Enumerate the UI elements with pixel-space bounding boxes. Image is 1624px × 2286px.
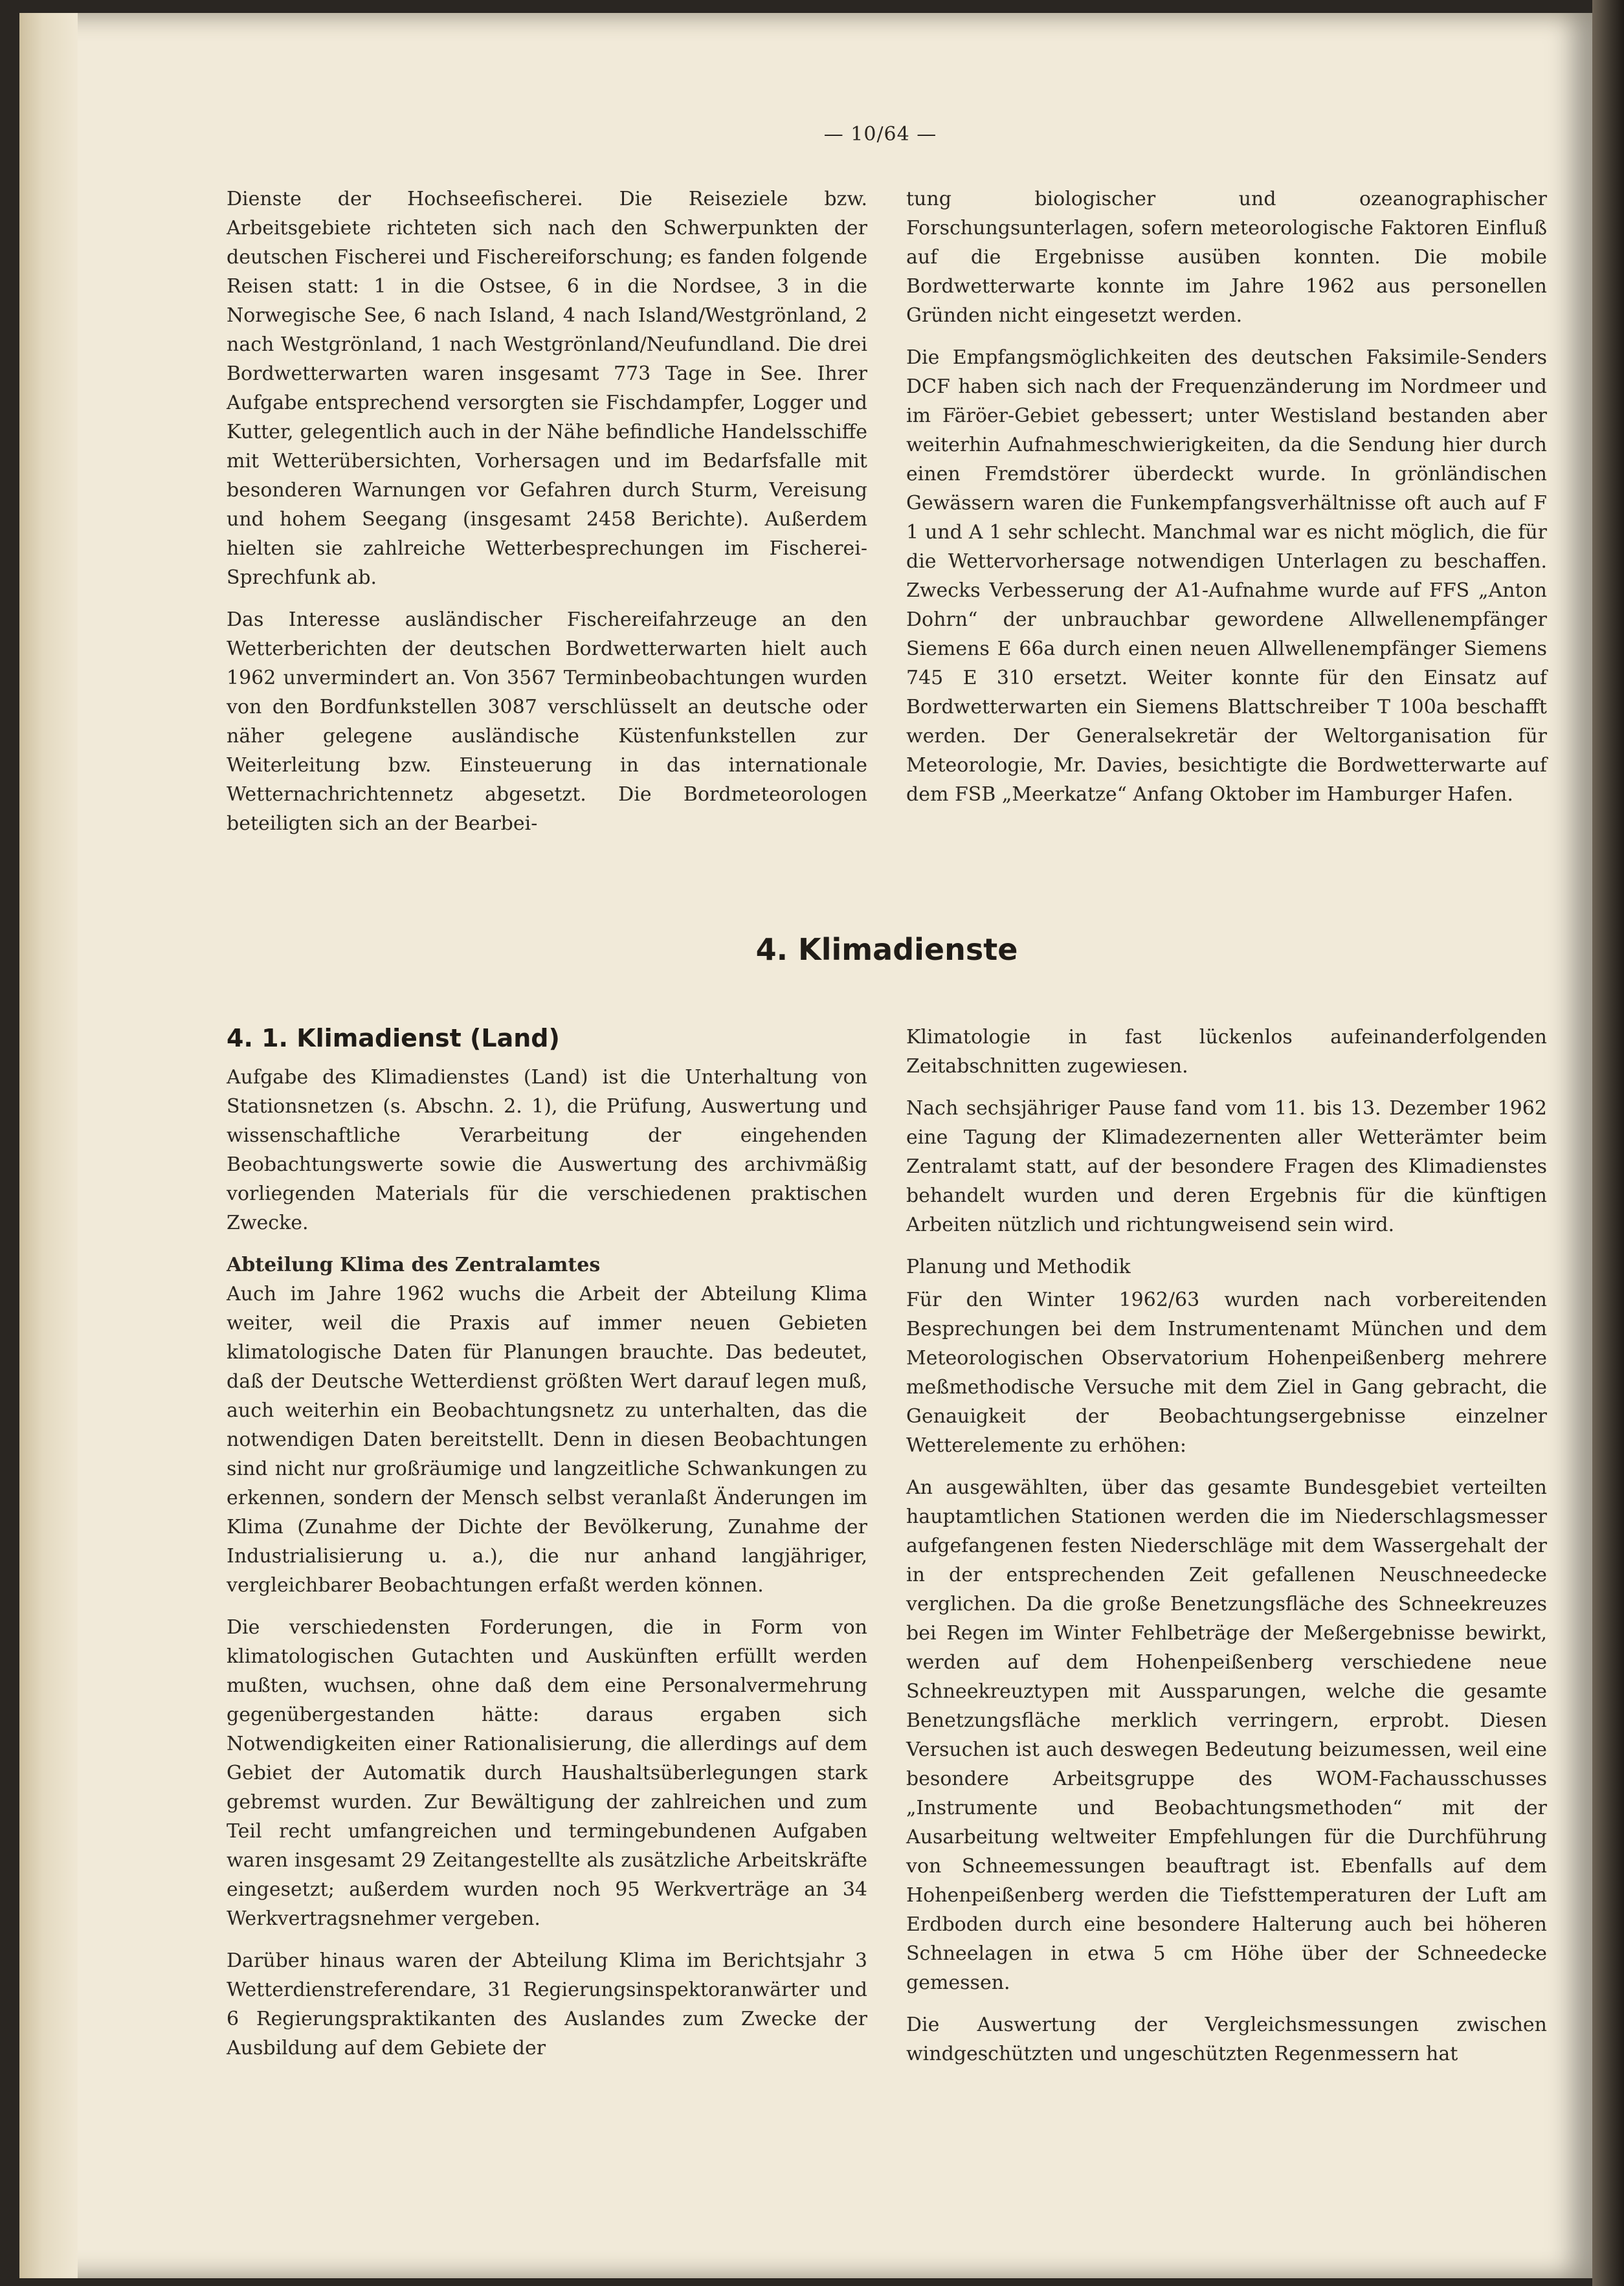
- paragraph: Das Interesse ausländischer Fischereifahrzeuge an den Wetterberichten der deutschen Bordwetterwarten hielt auch 1962 unvermindert an. Von 3567 Terminbeobachtungen wurden von den Bordfunkstellen 3087 verschlüsselt an deutsche oder näher gelegene ausländische Küstenfunkstellen zur Weiterleitung bzw. Einsteuerung in das internationale Wetternachrichtennetz abgesetzt. Die Bordmeteorologen beteiligten sich an der Bearbei-: [227, 608, 867, 835]
- paragraph: Nach sechsjähriger Pause fand vom 11. bis 13. Dezember 1962 eine Tagung der Klimadezernenten aller Wetterämter beim Zentralamt statt, auf der besondere Fragen des Klimadienstes behandelt wurden und deren Ergebnis für die künftigen Arbeiten nützlich und richtungweisend sein wird.: [906, 1097, 1547, 1236]
- paragraph: Die Empfangsmöglichkeiten des deutschen Faksimile-Senders DCF haben sich nach der Frequenzänderung im Nordmeer und im Färöer-Gebiet gebessert; unter Westisland bestanden aber weiterhin Aufnahmeschwierigkeiten, da die Sendung hier durch einen Fremdstörer überdeckt wurde. In grönländischen Gewässern waren die Funkempfangsverhältnisse oft auch auf F 1 und A 1 sehr schlecht. Manchmal war es nicht möglich, die für die Wettervorhersage notwendigen Unterlagen zu beschaffen. Zwecks Verbesserung der A1-Aufnahme wurde auf FFS „Anton Dohrn“ der unbrauchbar gewordene Allwellenempfänger Siemens E 66a durch einen neuen Allwellenempfänger Siemens 745 E 310 ersetzt. Weiter konnte für den Einsatz auf Bordwetterwarten ein Siemens Blattschreiber T 100a beschafft werden. Der Generalsekretär der Weltorganisation für Meteorologie, Mr. Davies, besichtigte die Bordwetterwarte auf dem FSB „Meerkatze“ Anfang Oktober im Hamburger Hafen.: [906, 346, 1547, 806]
- paragraph: Auch im Jahre 1962 wuchs die Arbeit der Abteilung Klima weiter, weil die Praxis auf immer neuen Gebieten klimatologische Daten für Planungen brauchte. Das bedeutet, daß der Deutsche Wetterdienst größten Wert darauf legen muß, auch weiterhin ein Beobachtungsnetz zu unterhalten, das die notwendigen Daten bereitstellt. Denn in diesen Beobachtungen sind nicht nur großräumige und langzeitliche Schwankungen zu erkennen, sondern der Mensch selbst veranlaßt Änderungen im Klima (Zunahme der Dichte der Bevölkerung, Zunahme der Industrialisierung u. a.), die nur anhand langjähriger, vergleichbarer Beobachtungen erfaßt werden können.: [227, 1283, 867, 1597]
- column-top-right: [906, 184, 1547, 822]
- paragraph: Für den Winter 1962/63 wurden nach vorbereitenden Besprechungen bei dem Instrumentenamt München und dem Meteorologischen Observatorium Hohenpeißenberg mehrere meßmethodische Versuche mit dem Ziel in Gang gebracht, die Genauigkeit der Beobachtungsergebnisse einzelner Wetterelemente zu erhöhen:: [906, 1289, 1547, 1457]
- column-top-left: [227, 184, 867, 851]
- book-spine: [1592, 0, 1624, 2286]
- paragraph: Dienste der Hochseefischerei. Die Reiseziele bzw. Arbeitsgebiete richteten sich nach den Schwerpunkten der deutschen Fischerei und Fischereiforschung; es fanden folgende Reisen statt: 1 in die Ostsee, 6 in die Nordsee, 3 in die Norwegische See, 6 nach Island, 4 nach Island/Westgrönland, 2 nach Westgrönland, 1 nach Westgrönland/Neufundland. Die drei Bordwetterwarten waren insgesamt 773 Tage in See. Ihrer Aufgabe entsprechend versorgten sie Fischdampfer, Logger und Kutter, gelegentlich auch in der Nähe befindliche Handelsschiffe mit Wetterübersichten, Vorhersagen und im Bedarfsfalle mit besonderen Warnungen vor Gefahren durch Sturm, Vereisung und hohem Seegang (insgesamt 2458 Berichte). Außerdem hielten sie zahlreiche Wetterbesprechungen im Fischerei-Sprechfunk ab.: [227, 188, 867, 589]
- paragraph: tung biologischer und ozeanographischer Forschungsunterlagen, sofern meteorologische Faktoren Einfluß auf die Ergebnisse ausüben konnten. Die mobile Bordwetterwarte konnte im Jahre 1962 aus personellen Gründen nicht eingesetzt werden.: [906, 188, 1547, 327]
- column-bottom-left: [227, 1023, 867, 2076]
- section-heading: 4. Klimadienste: [755, 932, 1018, 967]
- subsection-heading: 4. 1. Klimadienst (Land): [227, 1024, 560, 1052]
- page-binding-edge: [19, 13, 78, 2278]
- subheading-abteilung-klima: Abteilung Klima des Zentralamtes: [227, 1254, 601, 1276]
- paragraph: An ausgewählten, über das gesamte Bundesgebiet verteilten hauptamtlichen Stationen werden die im Niederschlagsmesser aufgefangenen festen Niederschläge mit dem Wassergehalt der in der entsprechenden Zeit gefallenen Neuschneedecke verglichen. Da die große Benetzungsfläche des Schneekreuzes bei Regen im Winter Fehlbeträge der Meßergebnisse bewirkt, werden auf dem Hohenpeißenberg verschiedene neue Schneekreuztypen mit Aussparungen, welche die gesamte Benetzungsfläche merklich verringern, erprobt. Diesen Versuchen ist auch deswegen Bedeutung beizumessen, weil eine besondere Arbeitsgruppe des WOM-Fachausschusses „Instrumente und Beobachtungsmethoden“ mit der Ausarbeitung weltweiter Empfehlungen für die Durchführung von Schneemessungen beauftragt ist. Ebenfalls auf dem Hohenpeißenberg werden die Tiefsttemperaturen der Luft am Erdboden durch eine besondere Halterung auch bei höheren Schneelagen in etwa 5 cm Höhe über der Schneedecke gemessen.: [906, 1476, 1547, 1994]
- paragraph: Aufgabe des Klimadienstes (Land) ist die Unterhaltung von Stationsnetzen (s. Abschn. 2. 1), die Prüfung, Auswertung und wissenschaftliche Verarbeitung der eingehenden Beobachtungswerte sowie die Auswertung des archivmäßig vorliegenden Materials für die verschiedenen praktischen Zwecke.: [227, 1066, 867, 1234]
- subheading-planung-methodik: Planung und Methodik: [906, 1256, 1131, 1278]
- paragraph: Darüber hinaus waren der Abteilung Klima im Berichtsjahr 3 Wetterdienstreferendare, 31 Regierungsinspektoranwärter und 6 Regierungspraktikanten des Auslandes zum Zwecke der Ausbildung auf dem Gebiete der: [227, 1949, 867, 2059]
- paragraph: Die verschiedensten Forderungen, die in Form von klimatologischen Gutachten und Auskünften erfüllt werden mußten, wuchsen, ohne daß dem eine Personalvermehrung gegenübergestanden hätte: daraus ergaben sich Notwendigkeiten einer Rationalisierung, die allerdings auf dem Gebiet der Automatik durch Haushaltsüberlegungen stark gebremst wurden. Zur Bewältigung der zahlreichen und zum Teil recht umfangreichen und termingebundenen Aufgaben waren insgesamt 29 Zeitangestellte als zusätzliche Arbeitskräfte eingesetzt; außerdem wurden noch 95 Werkverträge an 34 Werkvertragsnehmer vergeben.: [227, 1616, 867, 1930]
- paragraph: Klimatologie in fast lückenlos aufeinanderfolgenden Zeitabschnitten zugewiesen.: [906, 1026, 1547, 1078]
- column-bottom-right: [906, 1023, 1547, 2081]
- paragraph: Die Auswertung der Vergleichsmessungen zwischen windgeschützten und ungeschützten Regenmessern hat: [906, 2014, 1547, 2065]
- page-number: — 10/64 —: [823, 123, 937, 146]
